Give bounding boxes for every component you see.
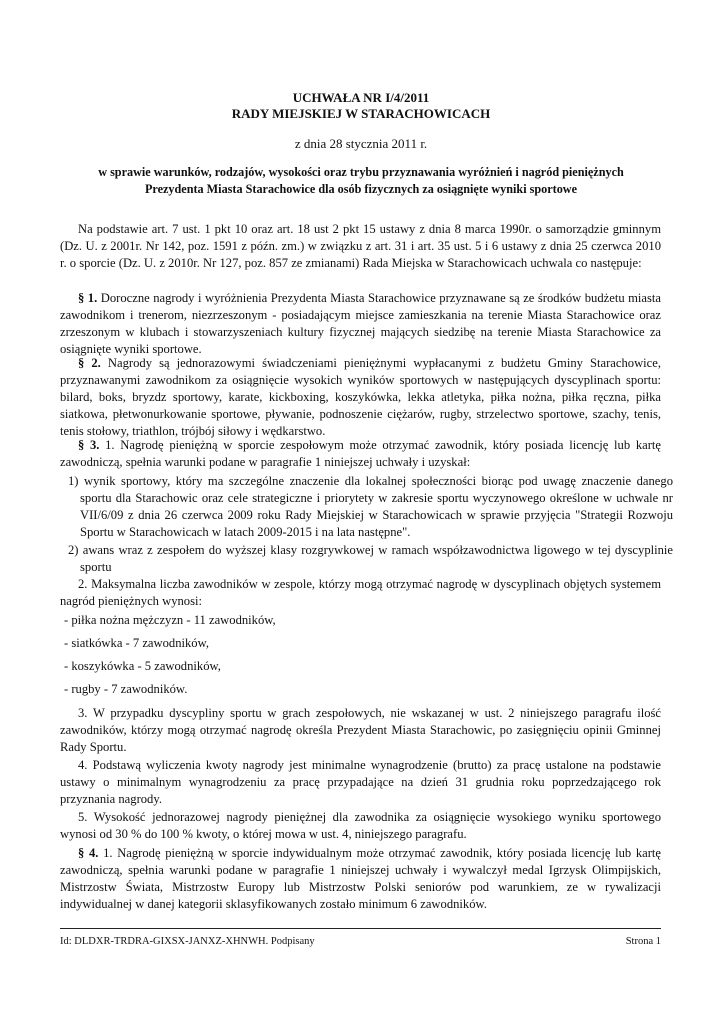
paragraph-2 xyxy=(60,355,661,440)
paragraph-1-label: § 1. xyxy=(78,291,98,305)
paragraph-1-text: Doroczne nagrody i wyróżnienia Prezydenta Miasta Starachowice przyznawane są ze środków budżetu miasta zawodnikom i trenerom, niezrzeszonym - posiadającym miejsce zamieszkania na terenie Miasta Starachowice oraz zrzeszonym w klubach i stowarzyszeniach kultury fizycznej mających siedzibę na terenie Miasta Starachowice za osiągnięte wyniki sportowe. xyxy=(60,291,662,356)
document-id: Id: DLDXR-TRDRA-GIXSX-JANXZ-XHNWH. Podpisany xyxy=(60,936,315,947)
subject-line-2: Prezydenta Miasta Starachowice dla osób fizycznych za osiągnięte wyniki sportowe xyxy=(144,182,578,196)
team-limit-basketball: - koszykówka - 5 zawodników, xyxy=(64,659,221,673)
subject-line-1: w sprawie warunków, rodzajów, wysokości oraz trybu przyznawania wyróżnień i nagród pieniężnych xyxy=(98,165,624,179)
council-name: RADY MIEJSKIEJ W STARACHOWICACH xyxy=(231,106,491,121)
preamble: Na podstawie art. 7 ust. 1 pkt 10 oraz art. 18 ust 2 pkt 15 ustawy z dnia 8 marca 1990r. o samorządzie gminnym (Dz. U. z 2001r. Nr 142, poz. 1591 z późn. zm.) w związku z art. 31 i art. 35 ust. 5 i 6 ustawy z dnia 25 czerwca 2010 r. o sporcie (Dz. U. z 2010r. Nr 127, poz. 857 ze zmianami) Rada Miejska w Starachowicach uchwala co następuje: xyxy=(60,222,661,270)
paragraph-2-label: § 2. xyxy=(78,356,101,370)
list-item-1: 1) wynik sportowy, który ma szczególne znaczenie dla lokalnej społeczności biorąc pod uwagę znaczenie danego sportu dla Starachowic oraz cele strategiczne i priorytety w zakresie sportu wyczynowego określone w uchwale nr VII/6/09 z dnia 26 czerwca 2009 roku Rady Miejskiej w Starachowicach w sprawie przyjęcia "Strategii Rozwoju Sportu w Starachowicach w latach 2009-2015 i na lata następne". xyxy=(68,474,673,539)
resolution-title: UCHWAŁA NR I/4/2011 xyxy=(292,90,430,105)
paragraph-4 xyxy=(60,845,661,913)
paragraph-1 xyxy=(60,290,661,358)
team-limit-volleyball: - siatkówka - 7 zawodników, xyxy=(64,636,210,650)
paragraph-2-text: Nagrody są jednorazowymi świadczeniami pieniężnymi wypłacanymi z budżetu Gminy Starachowice, przyznawanymi zawodnikom za osiągnięcie wysokich wyników sportowych w następujących dyscyplinach sportu: bilard, boks, bryzdz sportowy, karate, kickboxing, koszykówka, lekka atletyka, piłka nożna, piłka ręczna, piłka siatkowa, płetwonurkowanie sportowe, pływanie, podnoszenie ciężarów, rugby, strzelectwo sportowe, szachy, tenis, tenis stołowy, triathlon, trójbój siłowy i wędkarstwo. xyxy=(60,356,661,438)
paragraph-4-label: § 4. xyxy=(78,846,99,860)
page-number: Strona 1 xyxy=(625,936,661,947)
team-limit-football: - piłka nożna mężczyzn - 11 zawodników, xyxy=(64,613,276,627)
resolution-date: z dnia 28 stycznia 2011 r. xyxy=(294,136,428,151)
paragraph-3-label: § 3. xyxy=(78,438,100,452)
team-limit-rugby: - rugby - 7 zawodników. xyxy=(64,682,188,696)
section-3-point-3: 3. W przypadku dyscypliny sportu w grach zespołowych, nie wskazanej w ust. 2 niniejszego paragrafu ilość zawodników, którzy mogą otrzymać nagrodę określa Prezydent Miasta Starachowic, po zasięgnięciu opinii Gminnej Rady Sportu. xyxy=(60,706,661,754)
footer-divider xyxy=(60,928,661,929)
list-item-2: 2) awans wraz z zespołem do wyższej klasy rozgrywkowej w ramach współzawodnictwa ligowego w tej dyscyplinie sportu xyxy=(68,543,673,574)
section-3-point-4: 4. Podstawą wyliczenia kwoty nagrody jest minimalne wynagrodzenie (brutto) za pracę ustalone na podstawie ustawy o minimalnym wynagrodzeniu za pracę przypadające na dzień 31 grudnia roku poprzedzającego rok przyznania nagrody. xyxy=(60,758,661,806)
section-3-point-2: 2. Maksymalna liczba zawodników w zespole, którzy mogą otrzymać nagrodę w dyscyplinach objętych systemem nagród pieniężnych wynosi: xyxy=(60,577,661,608)
paragraph-3-text: 1. Nagrodę pieniężną w sporcie zespołowym może otrzymać zawodnik, który posiada licencję lub kartę zawodniczą, spełnia warunki podane w paragrafie 1 niniejszej uchwały i uzyskał: xyxy=(60,438,661,469)
paragraph-4-text: 1. Nagrodę pieniężną w sporcie indywidualnym może otrzymać zawodnik, który posiada licencję lub kartę zawodniczą, spełnia warunki podane w paragrafie 1 niniejszej uchwały i wywalczył medal Igrzysk Olimpijskich, Mistrzostw Świata, Mistrzostw Europy lub Mistrzostw Polski seniorów pod warunkiem, ze w rywalizacji indywidualnej w danej kategorii sklasyfikowanych zostało minimum 6 zawodników. xyxy=(60,846,662,911)
paragraph-3 xyxy=(60,437,661,471)
section-3-point-5: 5. Wysokość jednorazowej nagrody pieniężnej dla zawodnika za osiągnięcie wysokiego wyniku sportowego wynosi od 30 % do 100 % kwoty, o której mowa w ust. 4, niniejszego paragrafu. xyxy=(60,810,661,841)
